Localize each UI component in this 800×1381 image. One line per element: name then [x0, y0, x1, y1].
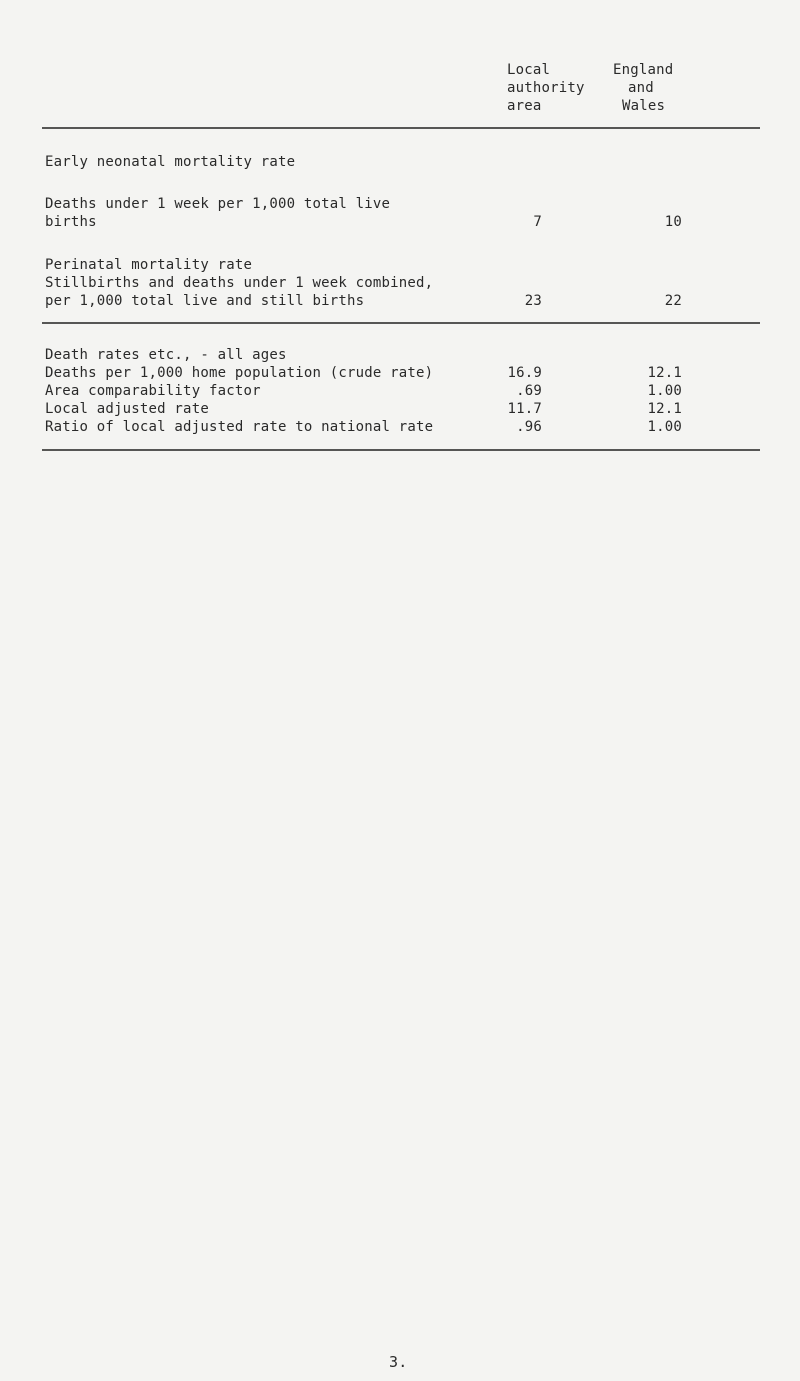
divider-middle — [42, 322, 760, 324]
row-perinatal-national-value: 22 — [664, 293, 682, 309]
row-early-neonatal-local-value: 7 — [533, 214, 542, 230]
section-death-rates-title: Death rates etc., - all ages — [45, 347, 287, 363]
row-early-neonatal-label-line2: births — [45, 214, 97, 230]
header-local-line1: Local — [507, 62, 551, 78]
header-local-line2: authority — [507, 80, 585, 96]
row-adjusted-rate-national-value: 12.1 — [647, 401, 682, 417]
row-crude-rate-label: Deaths per 1,000 home population (crude rate) — [45, 365, 434, 381]
row-comparability-label: Area comparability factor — [45, 383, 261, 399]
section-early-neonatal-title: Early neonatal mortality rate — [45, 154, 296, 170]
row-ratio-label: Ratio of local adjusted rate to national rate — [45, 419, 434, 435]
row-perinatal-local-value: 23 — [524, 293, 542, 309]
row-perinatal-label-line1: Stillbirths and deaths under 1 week combined, — [45, 275, 434, 291]
header-national-line3: Wales — [622, 98, 666, 114]
row-comparability-local-value: .69 — [516, 383, 542, 399]
row-perinatal-label-line2: per 1,000 total live and still births — [45, 293, 365, 309]
row-comparability-national-value: 1.00 — [647, 383, 682, 399]
row-crude-rate-local-value: 16.9 — [507, 365, 542, 381]
row-crude-rate-national-value: 12.1 — [647, 365, 682, 381]
page-number: 3. — [389, 1353, 408, 1371]
row-adjusted-rate-local-value: 11.7 — [507, 401, 542, 417]
row-early-neonatal-label-line1: Deaths under 1 week per 1,000 total live — [45, 196, 391, 212]
row-early-neonatal-national-value: 10 — [664, 214, 682, 230]
header-national-line1: England — [613, 62, 674, 78]
header-local-line3: area — [507, 98, 542, 114]
divider-bottom — [42, 449, 760, 451]
row-ratio-local-value: .96 — [516, 419, 542, 435]
divider-top — [42, 127, 760, 129]
row-ratio-national-value: 1.00 — [647, 419, 682, 435]
row-adjusted-rate-label: Local adjusted rate — [45, 401, 209, 417]
section-perinatal-title: Perinatal mortality rate — [45, 257, 253, 273]
header-national-line2: and — [628, 80, 654, 96]
